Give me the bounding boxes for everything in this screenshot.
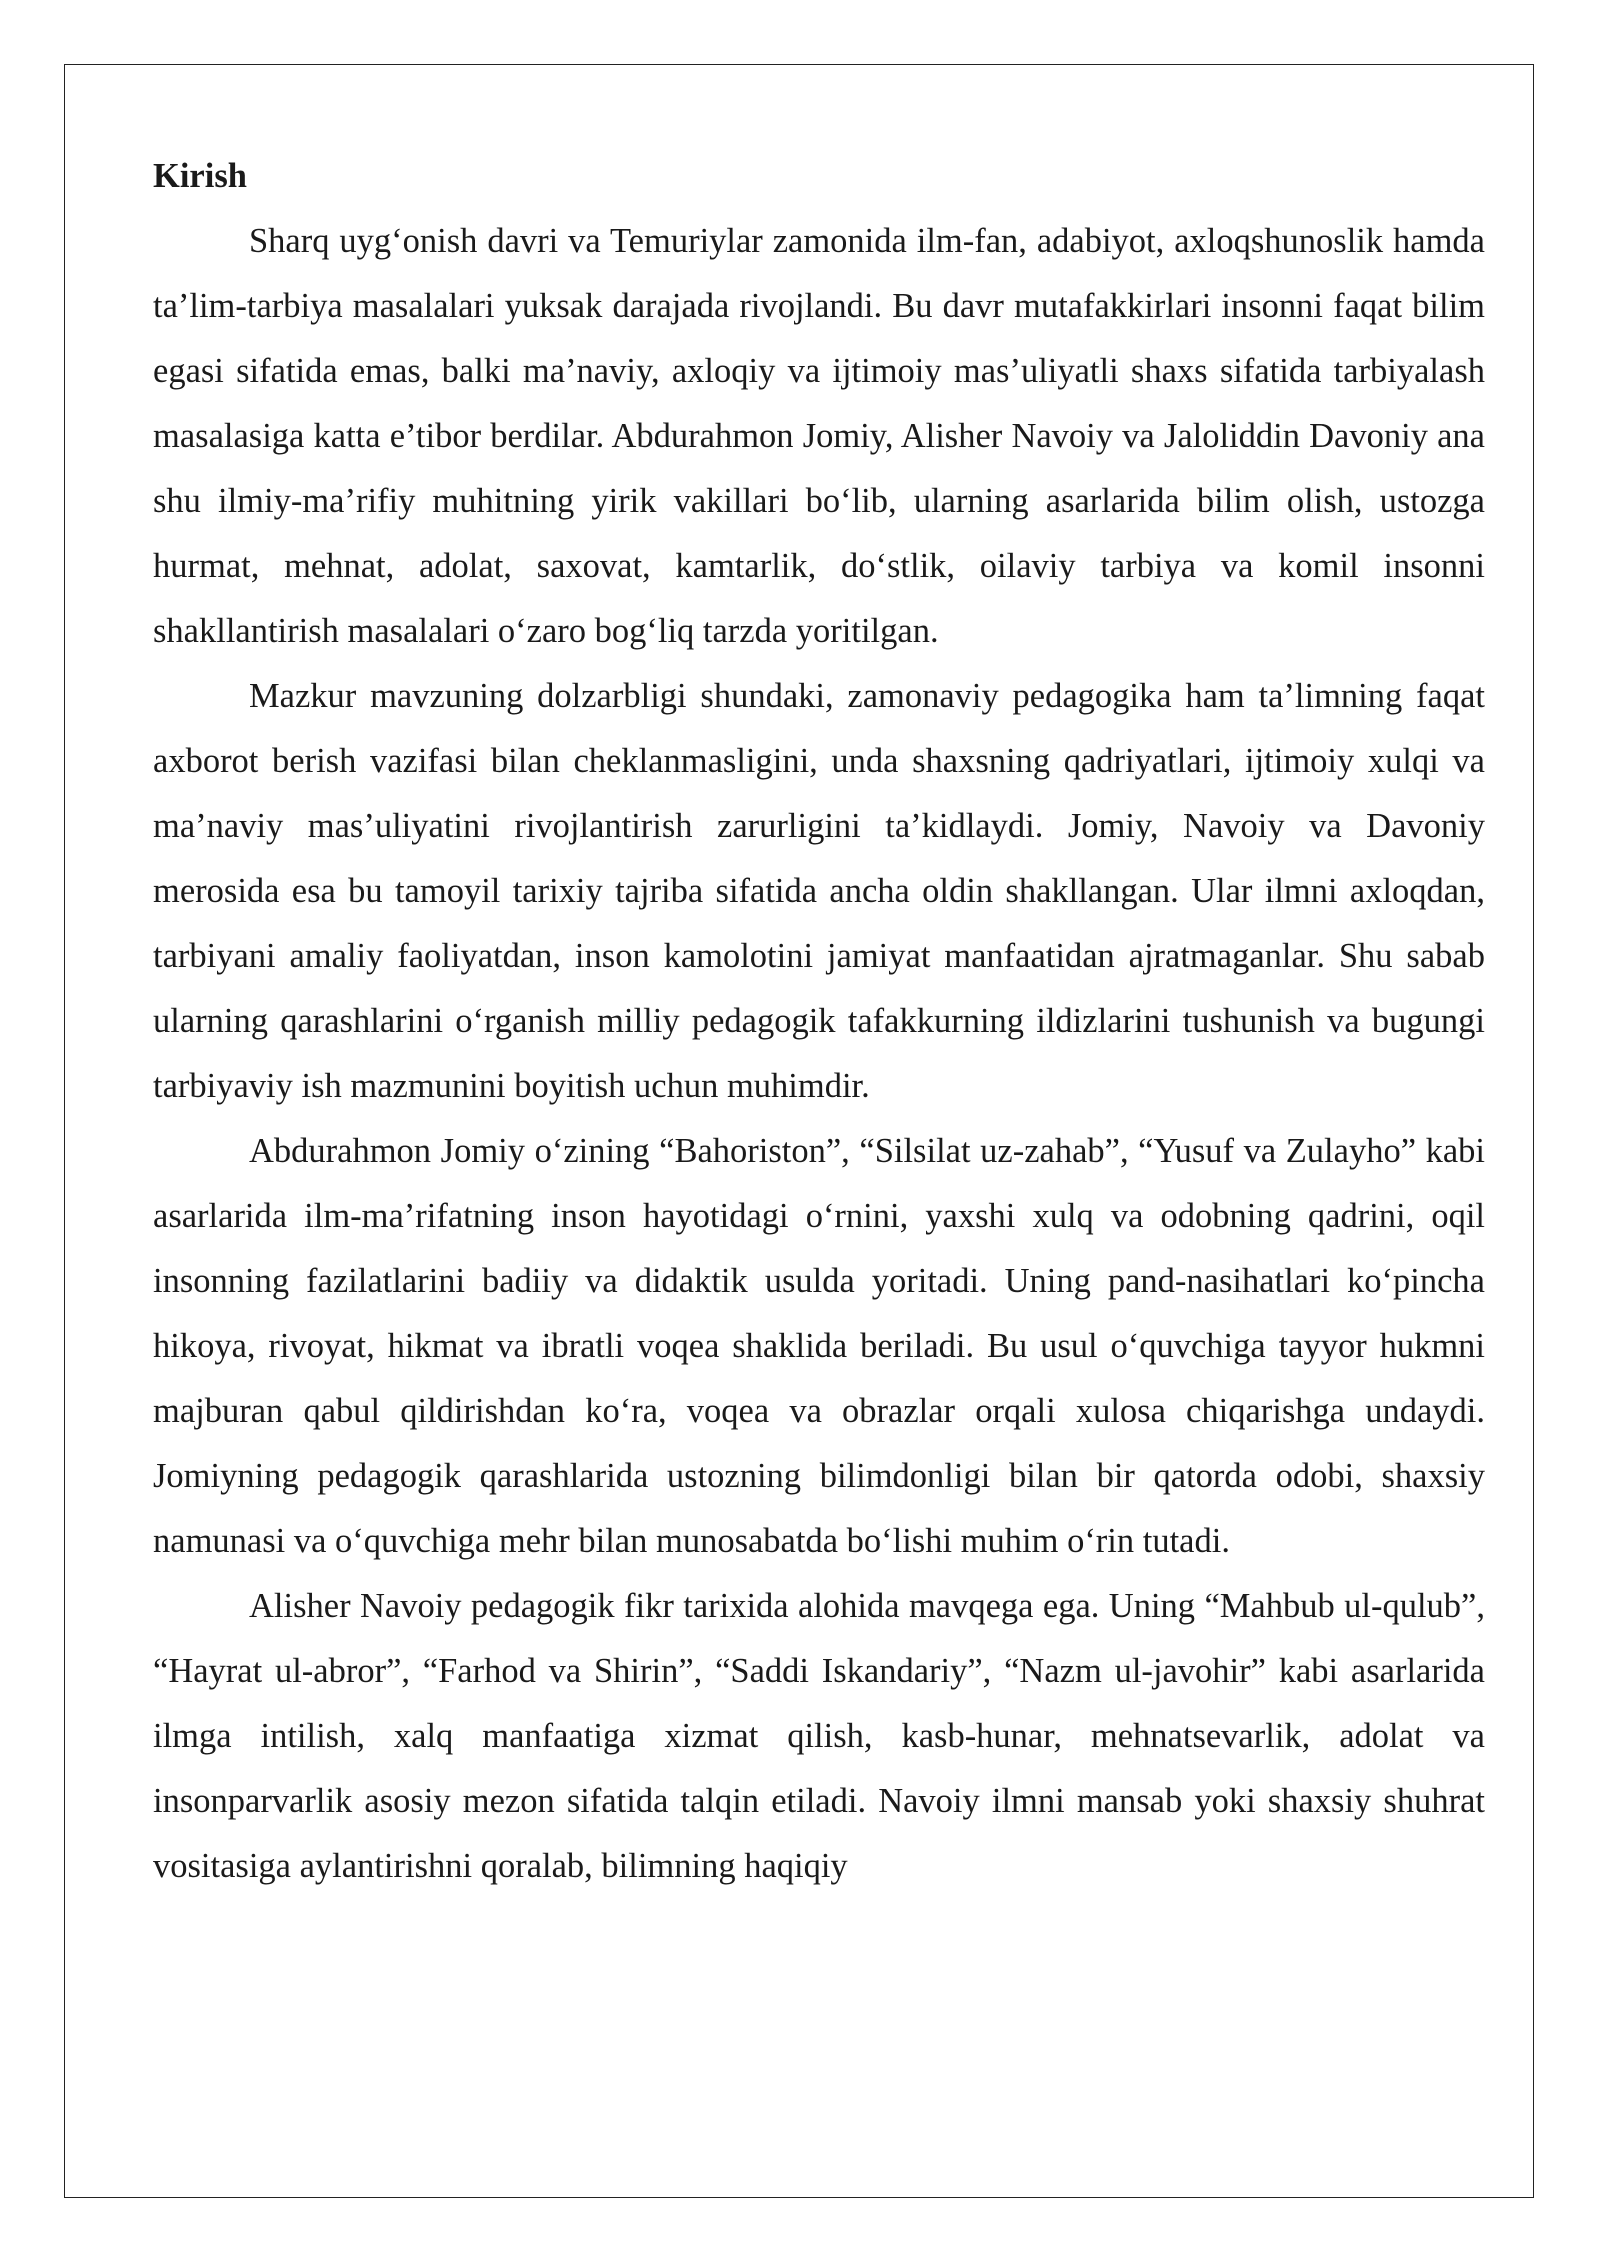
section-heading: Kirish: [153, 157, 247, 195]
paragraph-4: Alisher Navoiy pedagogik fikr tarixida alohida mavqega ega. Uning “Mahbub ul-qulub”, “Hayrat ul-abror”, “Farhod va Shirin”, “Saddi Iskandariy”, “Nazm ul-javohir” kabi asarlarida ilmga intilish, xalq manfaatiga xizmat qilish, kasb-hunar, mehnatsevarlik, adolat va insonparvarlik asosiy mezon sifatida talqin etiladi. Navoiy ilmni mansab yoki shaxsiy shuhrat vositasiga aylantirishni qoralab, bilimning haqiqiy: [153, 1587, 1485, 1885]
paragraph-2: Mazkur mavzuning dolzarbligi shundaki, zamonaviy pedagogika ham ta’limning faqat axborot berish vazifasi bilan cheklanmasligini, unda shaxsning qadriyatlari, ijtimoiy xulqi va ma’naviy mas’uliyatini rivojlantirish zarurligini ta’kidlaydi. Jomiy, Navoiy va Davoniy merosida esa bu tamoyil tarixiy tajriba sifatida ancha oldin shakllangan. Ular ilmni axloqdan, tarbiyani amaliy faoliyatdan, inson kamolotini jamiyat manfaatidan ajratmaganlar. Shu sabab ularning qarashlarini o‘rganish milliy pedagogik tafakkurning ildizlarini tushunish va bugungi tarbiyaviy ish mazmunini boyitish uchun muhimdir.: [153, 677, 1485, 1105]
paragraph-3: Abdurahmon Jomiy o‘zining “Bahoriston”, “Silsilat uz-zahab”, “Yusuf va Zulayho” kabi asarlarida ilm-ma’rifatning inson hayotidagi o‘rnini, yaxshi xulq va odobning qadrini, oqil insonning fazilatlarini badiiy va didaktik usulda yoritadi. Uning pand-nasihatlari ko‘pincha hikoya, rivoyat, hikmat va ibratli voqea shaklida beriladi. Bu usul o‘quvchiga tayyor hukmni majburan qabul qildirishdan ko‘ra, voqea va obrazlar orqali xulosa chiqarishga undaydi. Jomiyning pedagogik qarashlarida ustozning bilimdonligi bilan bir qatorda odobi, shaxsiy namunasi va o‘quvchiga mehr bilan munosabatda bo‘lishi muhim o‘rin tutadi.: [153, 1132, 1485, 1560]
paragraph-1: Sharq uyg‘onish davri va Temuriylar zamonida ilm-fan, adabiyot, axloqshunoslik hamda ta’lim-tarbiya masalalari yuksak darajada rivojlandi. Bu davr mutafakkirlari insonni faqat bilim egasi sifatida emas, balki ma’naviy, axloqiy va ijtimoiy mas’uliyatli shaxs sifatida tarbiyalash masalasiga katta e’tibor berdilar. Abdurahmon Jomiy, Alisher Navoiy va Jaloliddin Davoniy ana shu ilmiy-ma’rifiy muhitning yirik vakillari bo‘lib, ularning asarlarida bilim olish, ustozga hurmat, mehnat, adolat, saxovat, kamtarlik, do‘stlik, oilaviy tarbiya va komil insonni shakllantirish masalalari o‘zaro bog‘liq tarzda yoritilgan.: [153, 222, 1485, 650]
document-body: [153, 144, 1485, 1899]
